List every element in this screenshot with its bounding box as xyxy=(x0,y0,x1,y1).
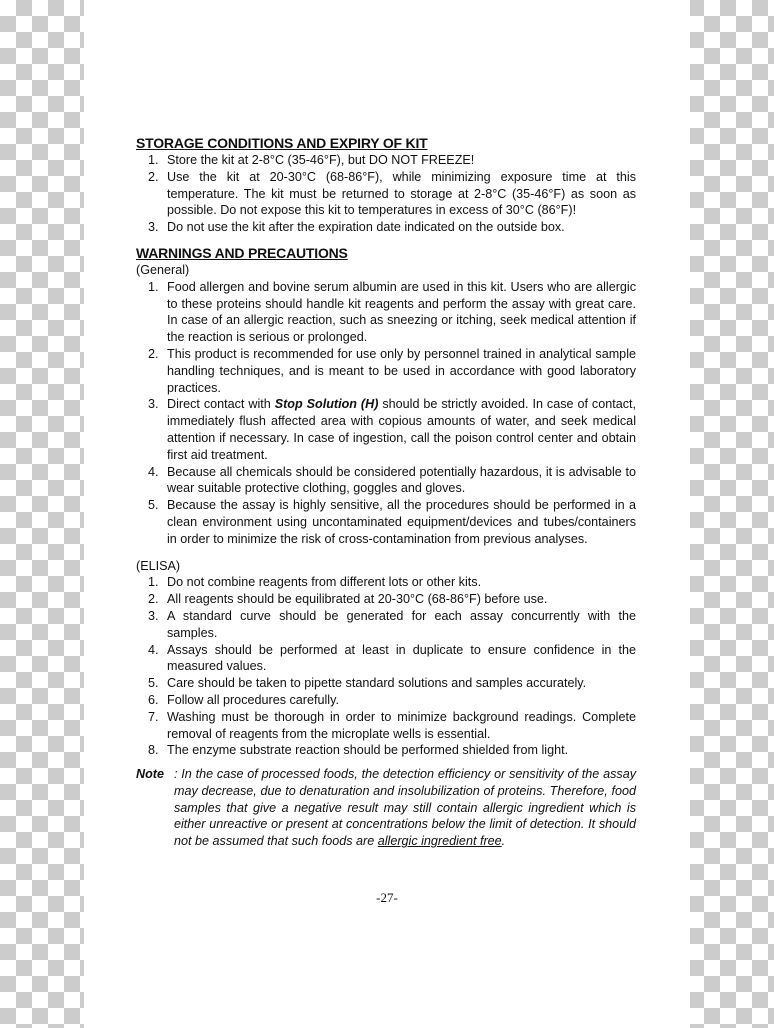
list-item xyxy=(136,464,636,498)
list-text: Use the kit at 20-30°C (68-86°F), while minimizing exposure time at this temperature. The kit must be returned to storage at 2-8°C (35-46°F) as soon as possible. Do not expose this kit to temperatures in excess of 30°C (86°F)! xyxy=(167,169,636,218)
note-underlined-text: allergic ingredient free xyxy=(377,834,502,849)
list-item xyxy=(136,591,636,608)
list-item xyxy=(136,279,636,346)
list-number: 4. xyxy=(148,642,159,657)
list-item xyxy=(136,608,636,642)
list-item xyxy=(136,346,636,396)
note-text: : In the case of processed foods, the detection efficiency or sensitivity of the assay may decrease, due to denaturation and insolubilization of proteins. Therefore, food samples that give a negative result may still contain allergic ingredient which is either unreactive or present at concentrations below the limit of detection. It should not be assumed that such foods are xyxy=(174,767,636,849)
list-number: 1. xyxy=(148,153,159,167)
list-text: Care should be taken to pipette standard solutions and samples accurately. xyxy=(167,676,587,691)
list-item xyxy=(136,742,636,759)
list-number: 1. xyxy=(148,575,159,590)
note-paragraph xyxy=(136,766,636,850)
list-item xyxy=(136,692,636,709)
list-item xyxy=(136,574,636,591)
list-text: The enzyme substrate reaction should be performed shielded from light. xyxy=(167,743,569,758)
list-number: 8. xyxy=(148,743,159,758)
list-text: Do not use the kit after the expiration date indicated on the outside box. xyxy=(167,220,565,235)
storage-list xyxy=(136,152,636,236)
elisa-list xyxy=(136,574,636,759)
list-text: Do not combine reagents from different lots or other kits. xyxy=(167,575,482,590)
list-number: 4. xyxy=(148,464,159,479)
list-item xyxy=(136,169,636,219)
list-number: 5. xyxy=(148,498,159,513)
document-page xyxy=(84,0,690,1028)
page-number: -27- xyxy=(376,890,398,905)
list-text: Food allergen and bovine serum albumin are used in this kit. Users who are allergic to these proteins should handle kit reagents and perform the assay with great care. In case of an allergic reaction, such as sneezing or itching, seek medical attention if the reaction is serious or prolonged. xyxy=(167,279,636,345)
storage-heading: STORAGE CONDITIONS AND EXPIRY OF KIT xyxy=(136,135,428,151)
list-text: All reagents should be equilibrated at 20-30°C (68-86°F) before use. xyxy=(167,592,548,607)
list-text: This product is recommended for use only by personnel trained in analytical sample handling techniques, and is meant to be used in accordance with good laboratory practices. xyxy=(167,346,636,395)
document-content xyxy=(136,134,636,850)
general-label: (General) xyxy=(136,262,190,277)
list-number: 3. xyxy=(148,397,159,412)
note-end: . xyxy=(501,834,506,849)
list-number: 5. xyxy=(148,676,159,691)
general-list xyxy=(136,279,636,548)
list-text: Assays should be performed at least in duplicate to ensure confidence in the measured values. xyxy=(167,642,636,674)
elisa-label: (ELISA) xyxy=(136,558,181,573)
list-text: Because all chemicals should be considered potentially hazardous, it is advisable to wear suitable protective clothing, goggles and gloves. xyxy=(167,464,636,496)
list-item xyxy=(136,675,636,692)
list-item xyxy=(136,219,636,236)
list-text: Because the assay is highly sensitive, all the procedures should be performed in a clean environment using uncontaminated equipment/devices and tubes/containers in order to minimize the risk of cross-contamination from previous analyses. xyxy=(167,498,636,546)
list-number: 2. xyxy=(148,169,159,184)
list-item xyxy=(136,396,636,463)
list-item xyxy=(136,709,636,743)
list-number: 2. xyxy=(148,592,159,607)
list-number: 3. xyxy=(148,608,159,623)
list-item xyxy=(136,152,636,169)
list-number: 3. xyxy=(148,220,159,235)
warnings-heading: WARNINGS AND PRECAUTIONS xyxy=(136,244,348,261)
list-number: 2. xyxy=(148,346,159,361)
stop-solution-term: Stop Solution (H) xyxy=(274,397,379,412)
list-text: Washing must be thorough in order to minimize background readings. Complete removal of reagents from the microplate wells is essential. xyxy=(167,709,636,741)
note-label: Note xyxy=(136,767,164,782)
list-item xyxy=(136,497,636,547)
list-number: 1. xyxy=(148,279,159,294)
list-text: A standard curve should be generated for each assay concurrently with the samples. xyxy=(167,608,636,640)
list-number: 6. xyxy=(148,692,159,707)
list-text-after: should be strictly avoided. In case of contact, immediately flush affected area with copious amounts of water, and seek medical attention if necessary. In case of ingestion, call the poison control center and obtain first aid treatment. xyxy=(167,397,637,462)
list-text: Store the kit at 2-8°C (35-46°F), but DO NOT FREEZE! xyxy=(167,153,475,167)
list-text-before: Direct contact with xyxy=(167,397,275,412)
list-number: 7. xyxy=(148,709,159,724)
list-text: Follow all procedures carefully. xyxy=(167,692,339,707)
list-item xyxy=(136,642,636,676)
